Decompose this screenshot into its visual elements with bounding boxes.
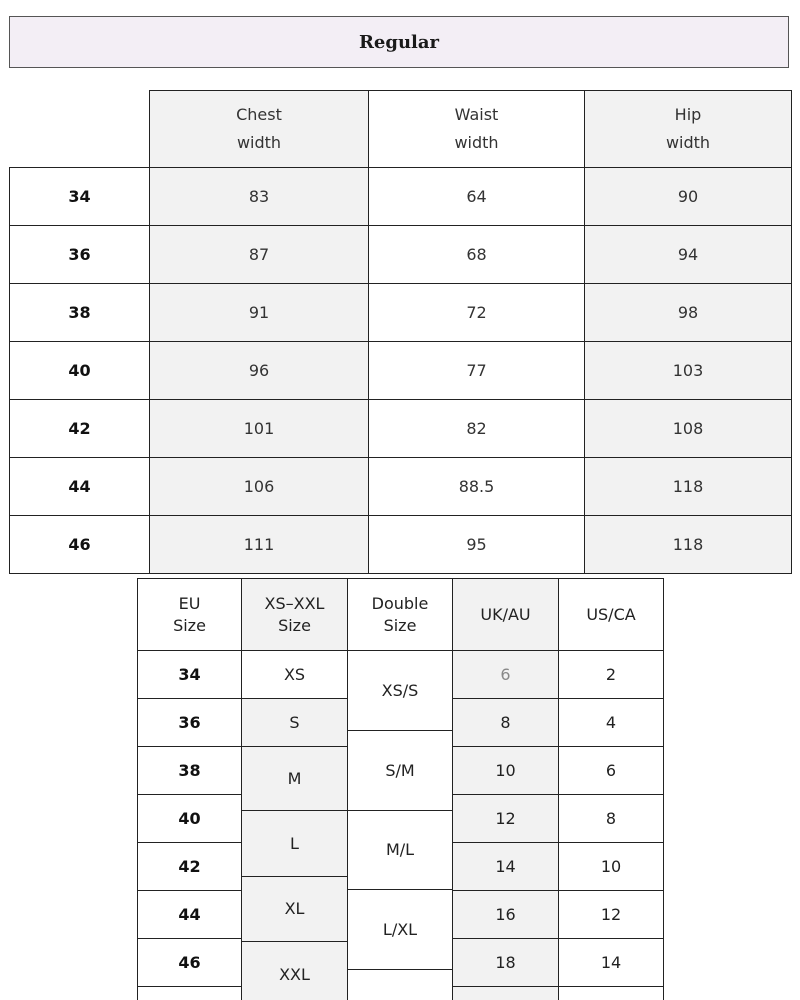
header-label: Chest (236, 105, 282, 124)
uk-au-cell: 16 (453, 891, 559, 939)
hip-cell: 98 (585, 284, 792, 342)
xs-xxl-cell: XL (242, 877, 348, 942)
xs-xxl-cell: M (242, 747, 348, 811)
eu-size-cell: 38 (137, 747, 242, 795)
us-ca-cell: 4 (559, 699, 664, 747)
measurement-table (9, 90, 792, 574)
size-cell: 36 (10, 226, 150, 284)
us-ca-cell: 10 (559, 843, 664, 891)
size-cell: 42 (10, 400, 150, 458)
size-chart-title-bar (9, 16, 789, 68)
eu-size-cell: 34 (137, 651, 242, 699)
table-row (10, 284, 792, 342)
eu-size-cell: 44 (137, 891, 242, 939)
uk-au-cell: 12 (453, 795, 559, 843)
hip-cell: 108 (585, 400, 792, 458)
waist-cell: 72 (369, 284, 585, 342)
chest-cell: 101 (150, 400, 369, 458)
uk-au-header: UK/AU (453, 578, 559, 651)
eu-size-header (137, 578, 242, 651)
header-label: XS–XXL (264, 593, 325, 613)
uk-au-cell: 6 (453, 651, 559, 699)
waist-cell: 82 (369, 400, 585, 458)
uk-au-cell: 14 (453, 843, 559, 891)
double-size-cell: M/L (348, 811, 453, 890)
us-ca-cell: 2 (559, 651, 664, 699)
chest-cell: 96 (150, 342, 369, 400)
hip-cell: 103 (585, 342, 792, 400)
xs-xxl-size-header (242, 578, 348, 651)
size-cell: 40 (10, 342, 150, 400)
waist-cell: 88.5 (369, 458, 585, 516)
xs-xxl-cell: XXL (242, 942, 348, 1000)
eu-size-cell: 46 (137, 939, 242, 987)
us-ca-cell-empty (559, 987, 664, 1000)
xs-xxl-cell: S (242, 699, 348, 747)
table-row (10, 516, 792, 574)
xs-xxl-cell: L (242, 811, 348, 877)
chest-cell: 111 (150, 516, 369, 574)
us-ca-header: US/CA (559, 578, 664, 651)
double-size-cell: L/XL (348, 890, 453, 970)
uk-au-cell: 18 (453, 939, 559, 987)
header-hip-width (585, 91, 792, 168)
header-label: width (236, 133, 282, 152)
header-label: Double (371, 593, 429, 613)
eu-size-cell: 42 (137, 843, 242, 891)
header-label: Waist (454, 105, 499, 124)
table-row (10, 400, 792, 458)
chest-cell: 106 (150, 458, 369, 516)
chest-cell: 91 (150, 284, 369, 342)
double-size-cell: XS/S (348, 651, 453, 731)
size-cell: 44 (10, 458, 150, 516)
us-ca-cell: 14 (559, 939, 664, 987)
header-label: width (665, 133, 711, 152)
waist-cell: 64 (369, 168, 585, 226)
size-conversion-table (137, 578, 664, 1000)
eu-size-cell: 36 (137, 699, 242, 747)
chest-cell: 87 (150, 226, 369, 284)
hip-cell: 94 (585, 226, 792, 284)
table-row (10, 458, 792, 516)
size-cell: 38 (10, 284, 150, 342)
eu-size-cell-empty (137, 987, 242, 1000)
waist-cell: 77 (369, 342, 585, 400)
hip-cell: 90 (585, 168, 792, 226)
uk-au-cell: 8 (453, 699, 559, 747)
header-waist-width (369, 91, 585, 168)
waist-cell: 68 (369, 226, 585, 284)
header-label: Size (278, 615, 311, 635)
size-chart-title: Regular (358, 31, 440, 53)
table-row (10, 342, 792, 400)
us-ca-cell: 6 (559, 747, 664, 795)
hip-cell: 118 (585, 458, 792, 516)
waist-cell: 95 (369, 516, 585, 574)
header-label: EU (178, 593, 201, 613)
uk-au-cell-empty (453, 987, 559, 1000)
size-cell: 46 (10, 516, 150, 574)
double-size-header (348, 578, 453, 651)
hip-cell: 118 (585, 516, 792, 574)
table-row (10, 168, 792, 226)
uk-au-cell: 10 (453, 747, 559, 795)
double-size-cell: S/M (348, 731, 453, 811)
header-label: Hip (674, 105, 702, 124)
double-size-cell-empty (348, 970, 453, 1000)
us-ca-cell: 8 (559, 795, 664, 843)
size-cell: 34 (10, 168, 150, 226)
chest-cell: 83 (150, 168, 369, 226)
xs-xxl-cell: XS (242, 651, 348, 699)
eu-size-cell: 40 (137, 795, 242, 843)
header-label: Size (383, 615, 417, 635)
measurement-header-row (10, 91, 792, 168)
us-ca-cell: 12 (559, 891, 664, 939)
header-label: Size (173, 615, 206, 635)
header-corner (10, 91, 150, 168)
table-row (10, 226, 792, 284)
header-label: width (454, 133, 499, 152)
header-chest-width (150, 91, 369, 168)
